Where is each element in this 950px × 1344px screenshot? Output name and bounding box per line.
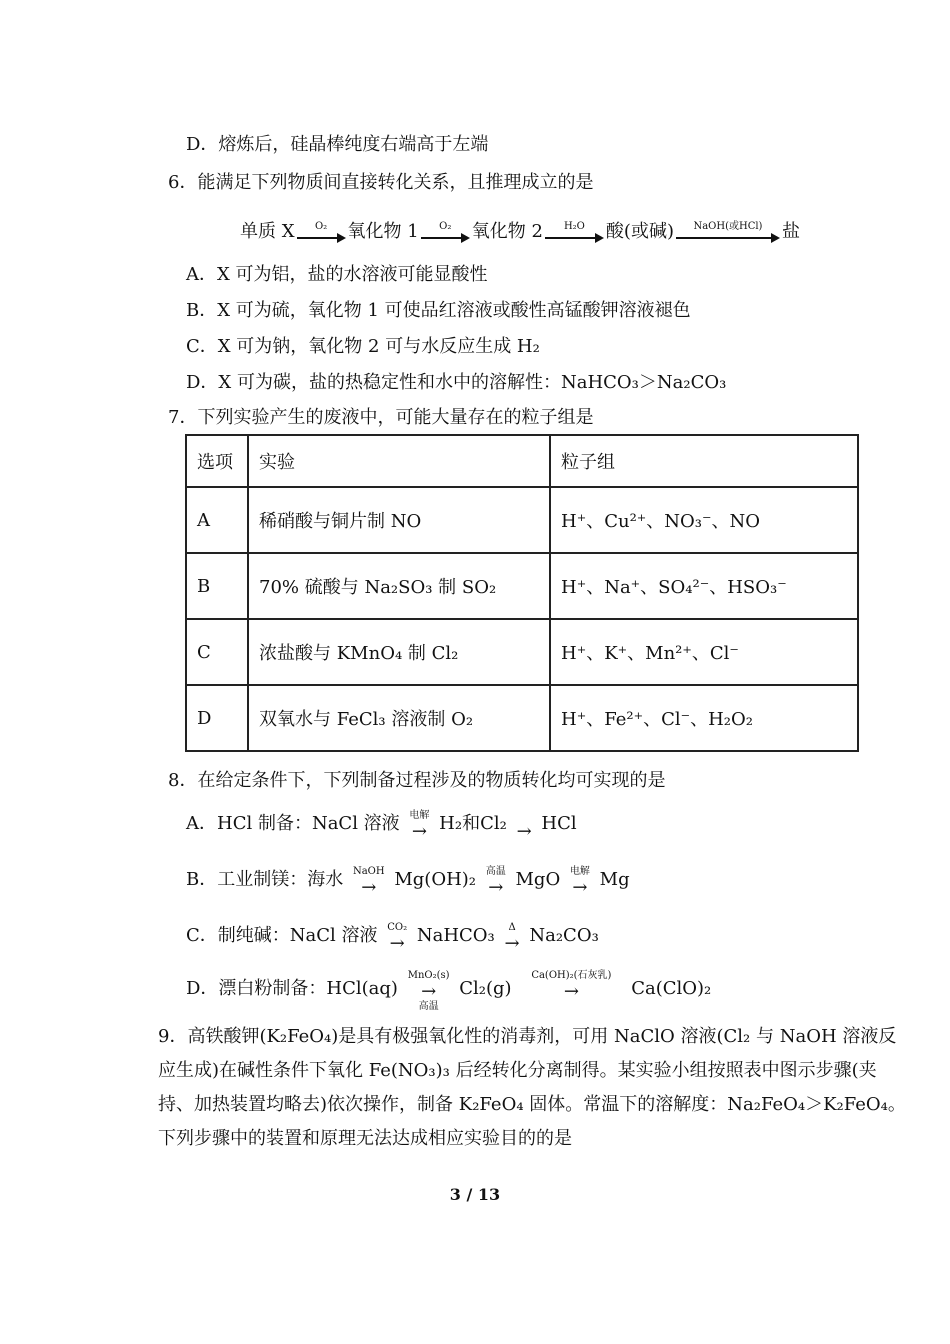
chain-start: 单质 X [240,221,295,242]
q8c-product-1: NaHCO₃ [416,925,495,946]
chain-arrow-4-label: NaOH(或HCl) [693,221,763,232]
row-option: A [186,487,248,553]
q8b-label: B．工业制镁：海水 [186,869,344,890]
q8d-arrow-1: MnO₂(s) → 高温 [407,970,450,1012]
q8b-product-3: Mg [599,869,630,890]
row-option: C [186,619,248,685]
header-particles: 粒子组 [550,435,858,487]
q8b-cond-1: NaOH [352,866,385,877]
row-option: D [186,685,248,751]
q8-stem: 8．在给定条件下，下列制备过程涉及的物质转化均可实现的是 [168,770,666,791]
header-experiment: 实验 [248,435,550,487]
table-header-row [186,435,858,487]
q6-option-a: A．X 可为铝，盐的水溶液可能显酸性 [186,264,488,285]
q8a-product-2: HCl [541,813,577,834]
row-experiment: 浓盐酸与 KMnO₄ 制 Cl₂ [248,619,550,685]
q8a-product-1: H₂和Cl₂ [439,813,507,834]
q6-option-d: D．X 可为碳，盐的热稳定性和水中的溶解性：NaHCO₃＞Na₂CO₃ [186,372,727,393]
q8a-cond-1: 电解 [409,810,430,821]
q9-line-4: 下列步骤中的装置和原理无法达成相应实验目的的是 [158,1128,572,1149]
q8c-label: C．制纯碱：NaCl 溶液 [186,925,378,946]
page-number: 3 / 13 [449,1185,501,1204]
q8d-product-1: Cl₂(g) [459,978,512,999]
q9-line-2: 应生成)在碱性条件下氧化 Fe(NO₃)₃ 后经转化分离制得。某实验小组按照表中图示步骤(夹 [158,1060,877,1081]
q9-line-3: 持、加热装置均略去)依次操作，制备 K₂FeO₄ 固体。常温下的溶解度：Na₂FeO₄＞K₂FeO₄。 [158,1094,906,1115]
row-particles: H⁺、Cu²⁺、NO₃⁻、NO [550,487,858,553]
q8a-arrow-2: → [516,821,532,842]
header-option: 选项 [186,435,248,487]
q8c-cond-2: Δ [508,922,516,933]
q6-stem: 6．能满足下列物质间直接转化关系，且推理成立的是 [168,172,594,193]
row-experiment: 双氧水与 FeCl₃ 溶液制 O₂ [248,685,550,751]
row-particles: H⁺、Na⁺、SO₄²⁻、HSO₃⁻ [550,553,858,619]
q8b-arrow-2: 高温 → [485,866,506,898]
chain-arrow-4 [676,221,780,243]
q8b-cond-2: 高温 [485,866,506,877]
chain-arrow-2-label: O₂ [439,221,452,232]
q8c-product-2: Na₂CO₃ [529,925,599,946]
q8-option-c [186,918,599,954]
chain-arrow-3-label: H₂O [563,221,585,232]
q8a-label: A．HCl 制备：NaCl 溶液 [186,813,400,834]
chain-arrow-1-label: O₂ [314,221,328,232]
chain-arrow-2 [421,221,470,243]
chain-oxide-2: 氧化物 2 [471,221,543,242]
row-experiment: 70% 硫酸与 Na₂SO₃ 制 SO₂ [248,553,550,619]
q8-option-a [186,806,577,842]
q8a-arrow-1: 电解 → [409,810,430,842]
q7-stem: 7．下列实验产生的废液中，可能大量存在的粒子组是 [168,407,594,428]
q5-option-d: D．熔炼后，硅晶棒纯度右端高于左端 [186,134,489,155]
q8b-arrow-1: NaOH → [352,866,385,898]
q8-option-d [186,966,711,1012]
chain-salt: 盐 [781,221,800,242]
row-option: B [186,553,248,619]
row-experiment: 稀硝酸与铜片制 NO [248,487,550,553]
table-row [186,685,858,751]
q6-option-c: C．X 可为钠，氧化物 2 可与水反应生成 H₂ [186,336,540,357]
q8b-arrow-3: 电解 → [569,866,590,898]
q8-option-b [186,862,630,898]
q9-line-1: 9．高铁酸钾(K₂FeO₄)是具有极强氧化性的消毒剂，可用 NaClO 溶液(Cl₂ 与 NaOH 溶液反 [158,1026,897,1047]
q7-table [185,434,859,752]
q8c-arrow-2: Δ → [504,922,520,954]
q8b-cond-3: 电解 [569,866,590,877]
chain-arrow-1 [297,221,346,243]
q8c-cond-1: CO₂ [387,922,408,933]
q8b-product-2: MgO [515,869,561,890]
q6-option-b: B．X 可为硫，氧化物 1 可使品红溶液或酸性高锰酸钾溶液褪色 [186,300,691,321]
q8d-arrow-2: Ca(OH)₂(石灰乳) → [531,970,612,1002]
table-row [186,553,858,619]
row-particles: H⁺、Fe²⁺、Cl⁻、H₂O₂ [550,685,858,751]
row-particles: H⁺、K⁺、Mn²⁺、Cl⁻ [550,619,858,685]
q8c-arrow-1: CO₂ → [387,922,408,954]
table-row [186,487,858,553]
chain-arrow-3 [545,221,604,243]
q6-reaction-chain [240,213,800,243]
chain-oxide-1: 氧化物 1 [347,221,419,242]
table-row [186,619,858,685]
q8d-cond-1: MnO₂(s) [407,970,450,981]
q8d-cond-1b: 高温 [418,1001,439,1012]
q8d-label: D．漂白粉制备：HCl(aq) [186,978,398,999]
q8b-product-1: Mg(OH)₂ [394,869,477,890]
q8d-cond-2: Ca(OH)₂(石灰乳) [531,970,612,981]
chain-acid-base: 酸(或碱) [605,221,674,242]
q8d-product-2: Ca(ClO)₂ [631,978,712,999]
